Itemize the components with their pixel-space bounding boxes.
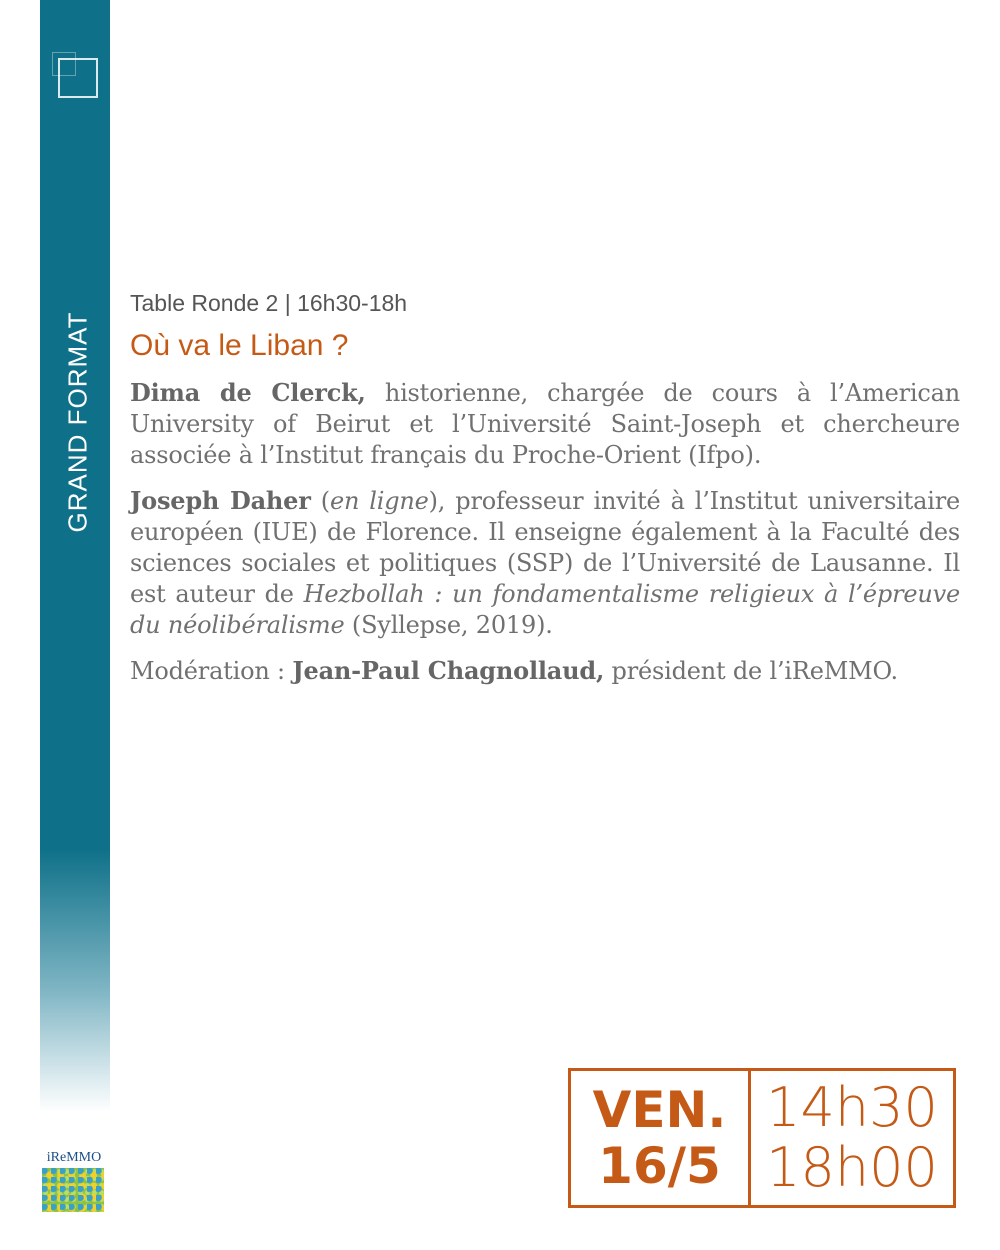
date-day: VEN. bbox=[592, 1081, 727, 1139]
brand-mosaic-icon bbox=[42, 1168, 104, 1212]
brand-name: iReMMO bbox=[46, 1150, 102, 1165]
speaker-1-name: Dima de Clerck, bbox=[130, 378, 366, 407]
speaker-2-name: Joseph Daher bbox=[130, 486, 311, 515]
speaker-1-bio: historienne, chargée de cours à l’American University of Beirut et l’Université Saint-Joseph et chercheure associée à l’Institut français du Proche-Orient (Ifpo). bbox=[130, 379, 960, 469]
moderation-label: Modération : bbox=[130, 657, 293, 685]
session-title: Où va le Liban ? bbox=[130, 329, 349, 362]
speaker-2-paren: ( bbox=[310, 487, 330, 515]
moderator-role: président de l’iReMMO. bbox=[604, 657, 898, 685]
speaker-2-bio-1: ), professeur invité à l’Institut universitaire européen (IUE) de Florence. Il enseigne également à la Faculté des sciences sociales et politiques (SSP) de l’Université de Lausanne. Il est auteur de bbox=[130, 487, 960, 608]
session-heading: Table Ronde 2 | 16h30-18h bbox=[130, 290, 408, 316]
sidebar-label: GRAND FORMAT bbox=[62, 311, 93, 533]
brand-logo bbox=[42, 1150, 106, 1212]
speaker-2 bbox=[130, 485, 960, 641]
moderator-name: Jean-Paul Chagnollaud, bbox=[292, 656, 605, 685]
time-start: 14h30 bbox=[766, 1076, 938, 1139]
main-content bbox=[130, 290, 960, 701]
date-date: 16/5 bbox=[598, 1137, 721, 1195]
logo-square-icon bbox=[58, 58, 98, 98]
speaker-2-bio-2: (Syllepse, 2019). bbox=[344, 611, 553, 639]
speaker-2-note: en ligne bbox=[329, 487, 429, 515]
date-time-block bbox=[751, 1071, 953, 1205]
sidebar-band bbox=[40, 0, 110, 1112]
date-box bbox=[568, 1068, 956, 1208]
speaker-2-book: Hezbollah : un fondamentalisme religieux à l’épreuve du néolibéralisme bbox=[130, 580, 960, 639]
moderation bbox=[130, 655, 960, 687]
speaker-1 bbox=[130, 377, 960, 471]
date-day-block bbox=[571, 1071, 751, 1205]
time-end: 18h00 bbox=[766, 1136, 938, 1199]
